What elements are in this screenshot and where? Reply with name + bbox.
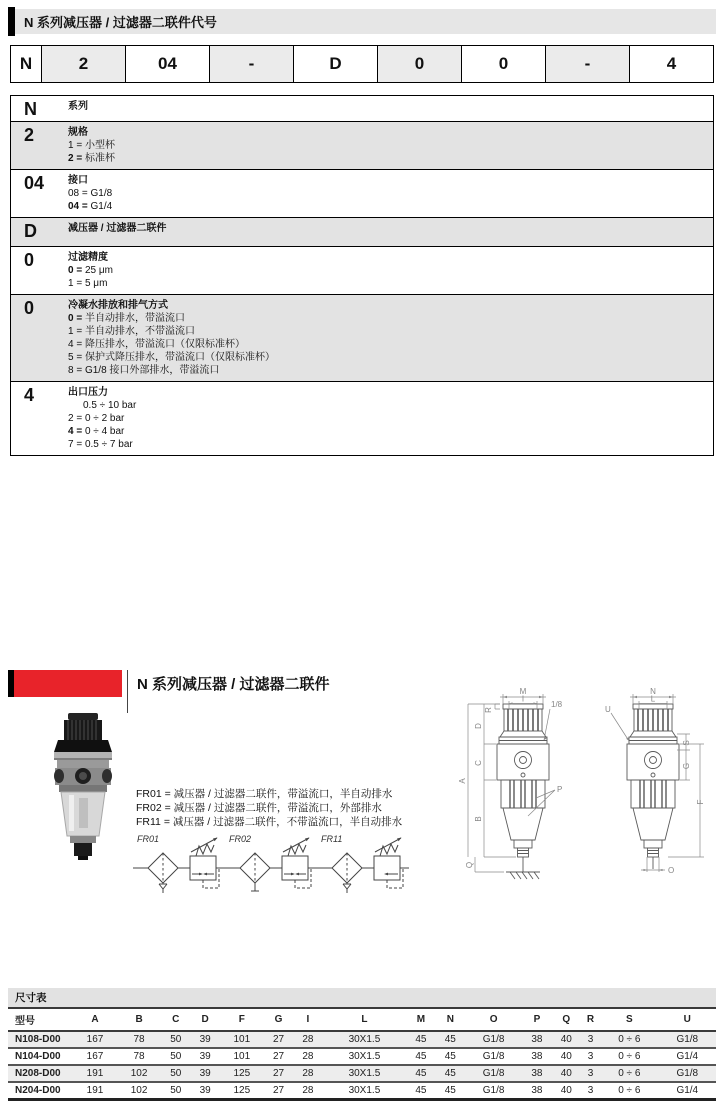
- dims-row: [8, 1048, 716, 1065]
- dim-value-cell: 38: [522, 1065, 551, 1082]
- option-line: [68, 425, 707, 438]
- dims-col-header: A: [73, 1009, 117, 1031]
- option-line: [68, 277, 707, 290]
- dim-value-cell: 3: [581, 1031, 600, 1048]
- option-code: 04 =: [68, 201, 91, 212]
- spec-title: 出口压力: [68, 387, 108, 398]
- dim-value-cell: 39: [190, 1031, 219, 1048]
- dim-label-u: U: [605, 705, 611, 714]
- dim-value-cell: 3: [581, 1082, 600, 1100]
- spec-options: [68, 312, 707, 377]
- dims-row: [8, 1031, 716, 1048]
- dim-value-cell: 30X1.5: [323, 1048, 407, 1065]
- spec-title: 规格: [68, 127, 88, 138]
- option-line: [68, 325, 707, 338]
- option-text: 半自动排水，不带溢流口: [84, 326, 195, 337]
- model-cell: N208-D00: [8, 1065, 73, 1082]
- option-text: 0 ÷ 4 bar: [84, 426, 125, 437]
- dim-label-f: F: [696, 799, 705, 805]
- dim-value-cell: 39: [190, 1082, 219, 1100]
- dim-label-d: D: [474, 723, 483, 729]
- dim-value-cell: 39: [190, 1048, 219, 1065]
- option-text: G1/8: [90, 188, 113, 199]
- dims-header-row: [8, 1009, 716, 1031]
- dim-value-cell: 45: [406, 1082, 435, 1100]
- dim-value-cell: 28: [293, 1048, 322, 1065]
- dims-col-header: M: [406, 1009, 435, 1031]
- page-title: N 系列减压器 / 过滤器二联件代号: [15, 9, 716, 34]
- dim-value-cell: 45: [406, 1065, 435, 1082]
- code-box-dash1: -: [209, 45, 294, 83]
- option-text: 降压排水，带溢流口（仅限标准杯）: [84, 339, 245, 350]
- code-box-series: N: [10, 45, 42, 83]
- dim-value-cell: 30X1.5: [323, 1031, 407, 1048]
- option-text: 25 μm: [84, 265, 113, 276]
- dim-value-cell: G1/4: [659, 1048, 716, 1065]
- spec-row-size: [11, 121, 713, 169]
- dim-value-cell: 45: [406, 1031, 435, 1048]
- header-black-marker: [8, 7, 15, 36]
- spec-title: 接口: [68, 175, 88, 186]
- dim-value-cell: G1/8: [659, 1031, 716, 1048]
- dim-value-cell: G1/8: [465, 1065, 522, 1082]
- option-line: [68, 438, 707, 451]
- dims-col-header: C: [161, 1009, 190, 1031]
- option-code: 1 =: [68, 326, 85, 337]
- dim-value-cell: 0 ÷ 6: [600, 1082, 659, 1100]
- spec-code: 2: [24, 125, 35, 145]
- dimensions-table-title: 尺寸表: [8, 988, 716, 1009]
- dimensions-section: [8, 988, 716, 1101]
- option-line: [68, 152, 707, 165]
- spec-code: 0: [24, 298, 35, 318]
- dims-row: [8, 1065, 716, 1082]
- dim-value-cell: 78: [117, 1048, 161, 1065]
- dims-col-header: 型号: [8, 1009, 73, 1031]
- spec-row-series: [11, 96, 713, 121]
- dim-label-m: M: [519, 687, 527, 696]
- spec-code: 0: [24, 250, 35, 270]
- dim-label-a: A: [458, 778, 467, 784]
- dims-col-header: R: [581, 1009, 600, 1031]
- dim-value-cell: 191: [73, 1065, 117, 1082]
- option-line: [68, 364, 707, 377]
- drawing-front-view: [458, 687, 563, 879]
- dims-col-header: P: [522, 1009, 551, 1031]
- page-header: [8, 7, 716, 36]
- code-explanation-table: [10, 95, 714, 456]
- dim-value-cell: 0 ÷ 6: [600, 1065, 659, 1082]
- spec-options: [68, 187, 707, 213]
- option-text: 0.5 ÷ 7 bar: [84, 439, 133, 450]
- dim-value-cell: 45: [436, 1065, 465, 1082]
- option-line: [68, 312, 707, 325]
- option-code: 1 =: [68, 140, 85, 151]
- spec-options: [68, 399, 707, 451]
- ordering-code-row: [10, 45, 714, 83]
- dim-value-cell: 50: [161, 1048, 190, 1065]
- code-box-filtration: 0: [377, 45, 462, 83]
- variant-line: FR01 = 减压器 / 过滤器二联件，带溢流口，半自动排水: [136, 788, 393, 800]
- option-text: G1/8 接口外部排水，带溢流口: [84, 365, 220, 376]
- dims-col-header: B: [117, 1009, 161, 1031]
- spec-code: D: [24, 221, 37, 241]
- dim-value-cell: 40: [552, 1031, 581, 1048]
- dim-value-cell: 40: [552, 1065, 581, 1082]
- option-code: 08 =: [68, 188, 91, 199]
- dim-value-cell: 3: [581, 1065, 600, 1082]
- option-text: G1/4: [90, 201, 113, 212]
- dim-value-cell: 38: [522, 1031, 551, 1048]
- section-red-bar: [14, 670, 122, 697]
- dim-label-o: O: [668, 866, 675, 875]
- option-code: 5 =: [68, 352, 85, 363]
- variant-line: FR11 = 减压器 / 过滤器二联件，不带溢流口，半自动排水: [136, 816, 403, 828]
- dim-label-s: S: [682, 740, 691, 746]
- dim-value-cell: 102: [117, 1082, 161, 1100]
- dims-col-header: G: [264, 1009, 293, 1031]
- spec-code: N: [24, 99, 37, 119]
- spec-title: 减压器 / 过滤器二联件: [68, 223, 167, 234]
- dim-value-cell: 50: [161, 1082, 190, 1100]
- dim-value-cell: 40: [552, 1082, 581, 1100]
- code-box-pressure: 4: [629, 45, 714, 83]
- dim-value-cell: 167: [73, 1031, 117, 1048]
- spec-options: [68, 139, 707, 165]
- dims-col-header: I: [293, 1009, 322, 1031]
- option-code: 4 =: [68, 339, 85, 350]
- option-line: [68, 200, 707, 213]
- symbol-label: FR01: [137, 834, 160, 844]
- dim-value-cell: 78: [117, 1031, 161, 1048]
- dim-value-cell: 0 ÷ 6: [600, 1031, 659, 1048]
- dims-table-body: [8, 1031, 716, 1100]
- pneumatic-symbol-fr11: [317, 830, 409, 894]
- dim-value-cell: 45: [436, 1082, 465, 1100]
- option-line: [68, 139, 707, 152]
- dim-value-cell: 3: [581, 1048, 600, 1065]
- dim-label-c: C: [474, 760, 483, 766]
- dim-value-cell: 125: [220, 1082, 264, 1100]
- dim-value-cell: 0 ÷ 6: [600, 1048, 659, 1065]
- dim-label-q: Q: [465, 861, 474, 869]
- symbol-label: FR11: [321, 834, 343, 844]
- dim-label-g: G: [682, 762, 691, 770]
- dim-value-cell: 102: [117, 1065, 161, 1082]
- option-line: [68, 264, 707, 277]
- dims-col-header: F: [220, 1009, 264, 1031]
- drawing-side-view: [605, 687, 705, 875]
- variant-line: FR02 = 减压器 / 过滤器二联件，带溢流口，外部排水: [136, 802, 382, 814]
- dims-col-header: L: [323, 1009, 407, 1031]
- code-box-type: D: [293, 45, 378, 83]
- dim-value-cell: G1/8: [659, 1065, 716, 1082]
- dim-value-cell: 38: [522, 1082, 551, 1100]
- option-line: [68, 399, 707, 412]
- spec-row-filtration: [11, 246, 713, 294]
- spec-code: 04: [24, 173, 45, 193]
- option-text: 0 ÷ 2 bar: [84, 413, 125, 424]
- dim-value-cell: 101: [220, 1048, 264, 1065]
- dim-value-cell: 50: [161, 1031, 190, 1048]
- spec-row-drain: [11, 294, 713, 381]
- code-box-dash2: -: [545, 45, 630, 83]
- symbol-label: FR02: [229, 834, 252, 844]
- section-divider-line: [127, 670, 128, 713]
- dim-value-cell: 45: [436, 1048, 465, 1065]
- option-code: 8 =: [68, 365, 85, 376]
- dims-col-header: S: [600, 1009, 659, 1031]
- option-text: 标准杯: [84, 153, 115, 164]
- dim-value-cell: G1/4: [659, 1082, 716, 1100]
- dims-col-header: N: [436, 1009, 465, 1031]
- option-line: [68, 338, 707, 351]
- option-code: 2 =: [68, 413, 85, 424]
- dim-label-port: 1/8: [551, 700, 563, 709]
- dim-value-cell: 27: [264, 1082, 293, 1100]
- dim-value-cell: 167: [73, 1048, 117, 1065]
- dims-col-header: O: [465, 1009, 522, 1031]
- option-text: 半自动排水，带溢流口: [84, 313, 185, 324]
- dim-value-cell: G1/8: [465, 1048, 522, 1065]
- pneumatic-symbol-fr01: [133, 830, 225, 894]
- dim-value-cell: 101: [220, 1031, 264, 1048]
- spec-title: 冷凝水排放和排气方式: [68, 300, 168, 311]
- dim-value-cell: 39: [190, 1065, 219, 1082]
- dim-value-cell: 27: [264, 1048, 293, 1065]
- dim-value-cell: 30X1.5: [323, 1082, 407, 1100]
- dim-value-cell: 45: [406, 1048, 435, 1065]
- section-title: N 系列减压器 / 过滤器二联件: [137, 676, 330, 693]
- dim-label-p: P: [557, 785, 563, 794]
- option-code: 0 =: [68, 313, 85, 324]
- code-box-drain: 0: [461, 45, 546, 83]
- dim-label-r: R: [484, 707, 493, 713]
- dim-value-cell: 50: [161, 1065, 190, 1082]
- spec-title: 过滤精度: [68, 252, 108, 263]
- pneumatic-symbol-fr02: [225, 830, 317, 894]
- product-photo: [42, 710, 124, 862]
- dim-value-cell: 28: [293, 1082, 322, 1100]
- variant-list: [136, 787, 402, 829]
- spec-title: 系列: [68, 101, 88, 112]
- dimensions-table: [8, 1009, 716, 1101]
- dim-value-cell: 28: [293, 1065, 322, 1082]
- pneumatic-symbols: [133, 830, 409, 894]
- option-line: [68, 187, 707, 200]
- code-box-port: 04: [125, 45, 210, 83]
- dim-value-cell: 40: [552, 1048, 581, 1065]
- dimension-drawings: [448, 686, 722, 901]
- dim-value-cell: G1/8: [465, 1082, 522, 1100]
- dim-value-cell: 125: [220, 1065, 264, 1082]
- option-text: 小型杯: [84, 140, 115, 151]
- option-code: 2 =: [68, 153, 85, 164]
- spec-options: [68, 264, 707, 290]
- dim-value-cell: G1/8: [465, 1031, 522, 1048]
- model-cell: N108-D00: [8, 1031, 73, 1048]
- option-line: [68, 351, 707, 364]
- dim-value-cell: 28: [293, 1031, 322, 1048]
- dim-label-l: L: [650, 694, 656, 704]
- option-code: 7 =: [68, 439, 85, 450]
- dims-col-header: D: [190, 1009, 219, 1031]
- dim-label-b: B: [474, 816, 483, 822]
- dim-value-cell: 27: [264, 1031, 293, 1048]
- spec-row-port: [11, 169, 713, 217]
- dim-value-cell: 191: [73, 1082, 117, 1100]
- dims-col-header: U: [659, 1009, 716, 1031]
- spec-row-pressure: [11, 381, 713, 455]
- dim-value-cell: 38: [522, 1048, 551, 1065]
- spec-code: 4: [24, 385, 35, 405]
- option-text: 0.5 ÷ 10 bar: [83, 400, 137, 411]
- model-cell: N204-D00: [8, 1082, 73, 1100]
- dim-label-i: I: [521, 694, 525, 704]
- dim-label-n: N: [650, 687, 656, 696]
- dim-value-cell: 45: [436, 1031, 465, 1048]
- option-code: 0 =: [68, 265, 85, 276]
- option-code: 4 =: [68, 426, 85, 437]
- dim-value-cell: 30X1.5: [323, 1065, 407, 1082]
- code-box-size: 2: [41, 45, 126, 83]
- dims-row: [8, 1082, 716, 1100]
- option-text: 保护式降压排水，带溢流口（仅限标准杯）: [84, 352, 275, 363]
- option-line: [68, 412, 707, 425]
- spec-row-type: [11, 217, 713, 246]
- option-code: 1 =: [68, 278, 85, 289]
- dim-value-cell: 27: [264, 1065, 293, 1082]
- dims-col-header: Q: [552, 1009, 581, 1031]
- model-cell: N104-D00: [8, 1048, 73, 1065]
- option-text: 5 μm: [84, 278, 108, 289]
